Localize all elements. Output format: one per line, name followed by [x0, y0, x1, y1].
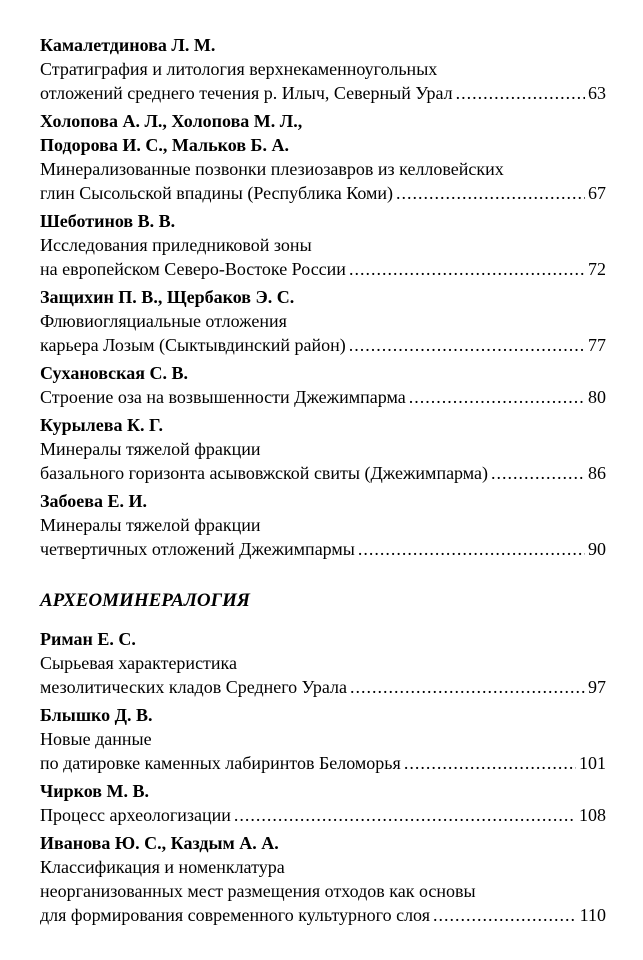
- entry-title-last-line: [40, 751, 606, 775]
- entry-title-last-line: [40, 257, 606, 281]
- entry-title-line: Флювиогляциальные отложения: [40, 311, 287, 331]
- entry-page-number: 86: [588, 463, 606, 483]
- dot-leader: [456, 81, 585, 105]
- dot-leader: [404, 751, 576, 775]
- entry-title-line: Классификация и номенклатура: [40, 857, 285, 877]
- dot-leader: [358, 537, 585, 561]
- toc-entry: [40, 703, 606, 775]
- entry-title-line: Новые данные: [40, 729, 152, 749]
- toc-entry: [40, 209, 606, 281]
- toc-entry: [40, 33, 606, 105]
- entry-authors: Иванова Ю. С., Каздым А. А.: [40, 833, 279, 853]
- entry-title-line: Минерализованные позвонки плезиозавров из келловейских: [40, 159, 504, 179]
- entry-title-line: Строение оза на возвышенности Джежимпарма: [40, 387, 406, 407]
- entry-authors: Курылева К. Г.: [40, 415, 163, 435]
- entry-authors: Чирков М. В.: [40, 781, 149, 801]
- entry-page-number: 63: [588, 83, 606, 103]
- entry-title-line: по датировке каменных лабиринтов Беломорья: [40, 753, 401, 773]
- toc-entry: [40, 831, 606, 927]
- entry-page-number: 90: [588, 539, 606, 559]
- entry-title-last-line: [40, 81, 606, 105]
- toc-entry: [40, 779, 606, 827]
- entry-page-number: 108: [579, 805, 606, 825]
- entry-title-line: базального горизонта асывовжской свиты (Джежимпарма): [40, 463, 489, 483]
- entry-title-line: Исследования приледниковой зоны: [40, 235, 312, 255]
- dot-leader: [349, 333, 585, 357]
- dot-leader: [349, 257, 585, 281]
- entry-authors: Защихин П. В., Щербаков Э. С.: [40, 287, 295, 307]
- entry-title-last-line: [40, 181, 606, 205]
- entry-title-line: карьера Лозым (Сыктывдинский район): [40, 335, 346, 355]
- entry-authors: Риман Е. С.: [40, 629, 136, 649]
- entry-page-number: 110: [579, 905, 606, 925]
- entry-title-line: Сырьевая характеристика: [40, 653, 238, 673]
- entry-page-number: 72: [588, 259, 606, 279]
- dot-leader: [350, 675, 585, 699]
- entry-authors: Шеботинов В. В.: [40, 211, 176, 231]
- entry-title-last-line: [40, 803, 606, 827]
- entry-title-line: на европейском Северо-Востоке России: [40, 259, 346, 279]
- toc-entry: [40, 627, 606, 699]
- entry-page-number: 97: [588, 677, 606, 697]
- entry-title-line: Минералы тяжелой фракции: [40, 515, 261, 535]
- toc-entry: [40, 413, 606, 485]
- entry-authors: Камалетдинова Л. М.: [40, 35, 216, 55]
- dot-leader: [409, 385, 585, 409]
- toc-entry: [40, 489, 606, 561]
- entry-page-number: 67: [588, 183, 606, 203]
- entry-title-last-line: [40, 537, 606, 561]
- entry-authors: Подорова И. С., Мальков Б. А.: [40, 135, 289, 155]
- entry-title-last-line: [40, 385, 606, 409]
- entry-title-last-line: [40, 461, 606, 485]
- entry-authors: Забоева Е. И.: [40, 491, 147, 511]
- dot-leader: [234, 803, 576, 827]
- entry-authors: Сухановская С. В.: [40, 363, 189, 383]
- entry-title-line: четвертичных отложений Джежимпармы: [40, 539, 355, 559]
- toc-entry: [40, 285, 606, 357]
- entry-title-line: отложений среднего течения р. Илыч, Северный Урал: [40, 83, 453, 103]
- entry-title-line: Минералы тяжелой фракции: [40, 439, 261, 459]
- toc-list: [40, 33, 606, 927]
- toc-group-archaeomineralogy: [40, 627, 606, 927]
- entry-title-line: для формирования современного культурного слоя: [40, 905, 430, 925]
- entry-title-last-line: [40, 333, 606, 357]
- entry-title-line: неорганизованных мест размещения отходов как основы: [40, 881, 476, 901]
- entry-title-last-line: [40, 903, 606, 927]
- dot-leader: [396, 181, 585, 205]
- entry-authors: Холопова А. Л., Холопова М. Л.,: [40, 111, 303, 131]
- entry-title-line: Процесс археологизации: [40, 805, 231, 825]
- dot-leader: [433, 903, 577, 927]
- entry-page-number: 80: [588, 387, 606, 407]
- entry-authors: Блышко Д. В.: [40, 705, 153, 725]
- section-heading: АРХЕОМИНЕРАЛОГИЯ: [40, 590, 250, 611]
- entry-title-line: глин Сысольской впадины (Республика Коми): [40, 183, 394, 203]
- entry-page-number: 101: [579, 753, 606, 773]
- toc-entry: [40, 361, 606, 409]
- toc-entry: [40, 109, 606, 205]
- entry-title-line: Стратиграфия и литология верхнекаменноугольных: [40, 59, 438, 79]
- toc-group-geology: [40, 33, 606, 561]
- dot-leader: [491, 461, 585, 485]
- entry-page-number: 77: [588, 335, 606, 355]
- entry-title-last-line: [40, 675, 606, 699]
- entry-title-line: мезолитических кладов Среднего Урала: [40, 677, 347, 697]
